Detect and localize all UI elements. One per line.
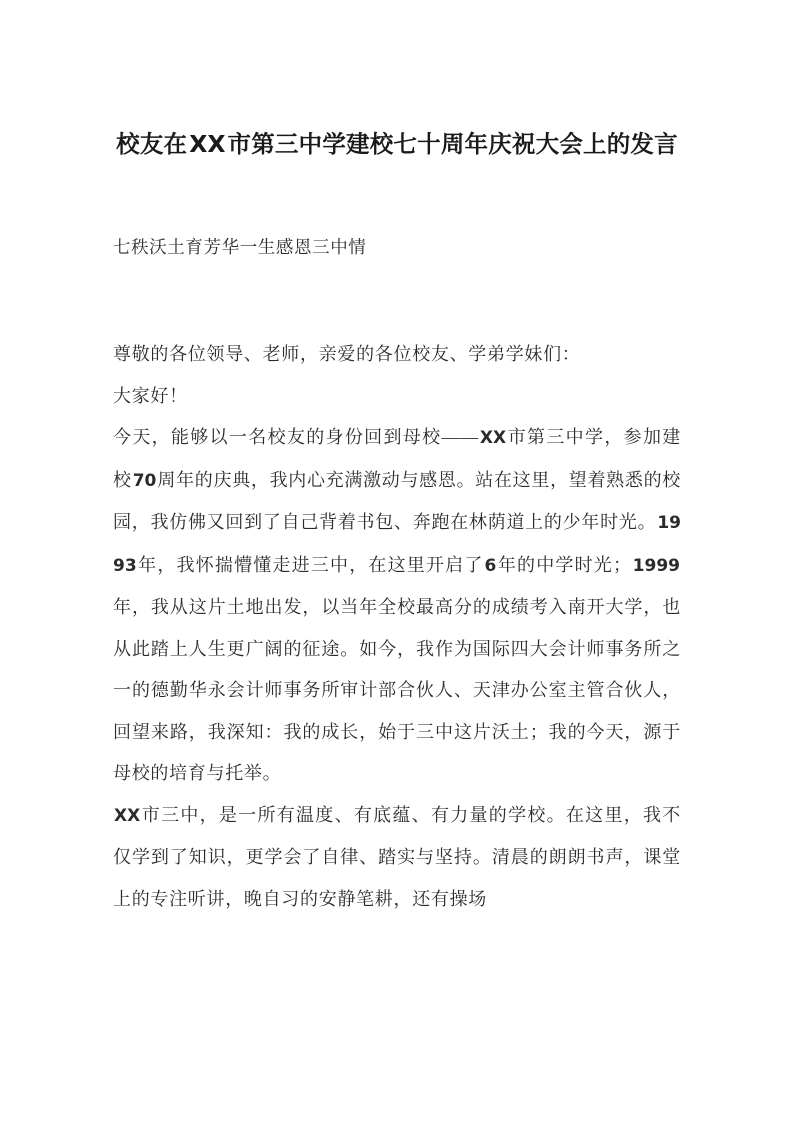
- emphasized-text: 70: [132, 470, 157, 491]
- body-paragraph-1: 今天，能够以一名校友的身份回到母校——XX市第三中学，参加建校70周年的庆典，我内心充满激动与感恩。站在这里，望着熟悉的校园，我仿佛又回到了自己背着书包、奔跑在林荫道上的少年时光。1993年，我怀揣懵懂走进三中，在这里开启了6年的中学时光；1999年，我从这片土地出发，以当年全校最高分的成绩考入南开大学，也从此踏上人生更广阔的征途。如今，我作为国际四大会计师事务所之一的德勤华永会计师事务所审计部合伙人、天津办公室主管合伙人，回望来路，我深知：我的成长，始于三中这片沃土；我的今天，源于母校的培育与托举。: [113, 427, 681, 783]
- emphasized-text: 6: [484, 555, 497, 576]
- page-title: [113, 0, 681, 166]
- emphasized-text: XX: [114, 805, 141, 826]
- emphasized-text: 1993: [113, 513, 681, 576]
- salutation-line: 尊敬的各位领导、老师，亲爱的各位校友、学弟学妹们：: [113, 344, 581, 364]
- document-content-column: [113, 0, 681, 920]
- page-title-part-latin: XX: [189, 130, 226, 158]
- emphasized-text: 1999: [632, 555, 680, 576]
- page-title-part-prefix: 校友在: [116, 130, 188, 158]
- body-paragraph-2: XX市三中，是一所有温度、有底蕴、有力量的学校。在这里，我不仅学到了知识，更学会了自律、踏实与坚持。清晨的朗朗书声，课堂上的专注听讲，晚自习的安静笔耕，还有操场: [113, 804, 681, 909]
- page-title-part-suffix: 市第三中学建校七十周年庆祝大会上的发言: [227, 130, 678, 158]
- document-body: [113, 262, 681, 920]
- greeting-line: 大家好！: [113, 385, 188, 406]
- emphasized-text: XX: [479, 428, 507, 448]
- document-subtitle: 七秩沃土育芳华一生感恩三中情: [113, 237, 367, 257]
